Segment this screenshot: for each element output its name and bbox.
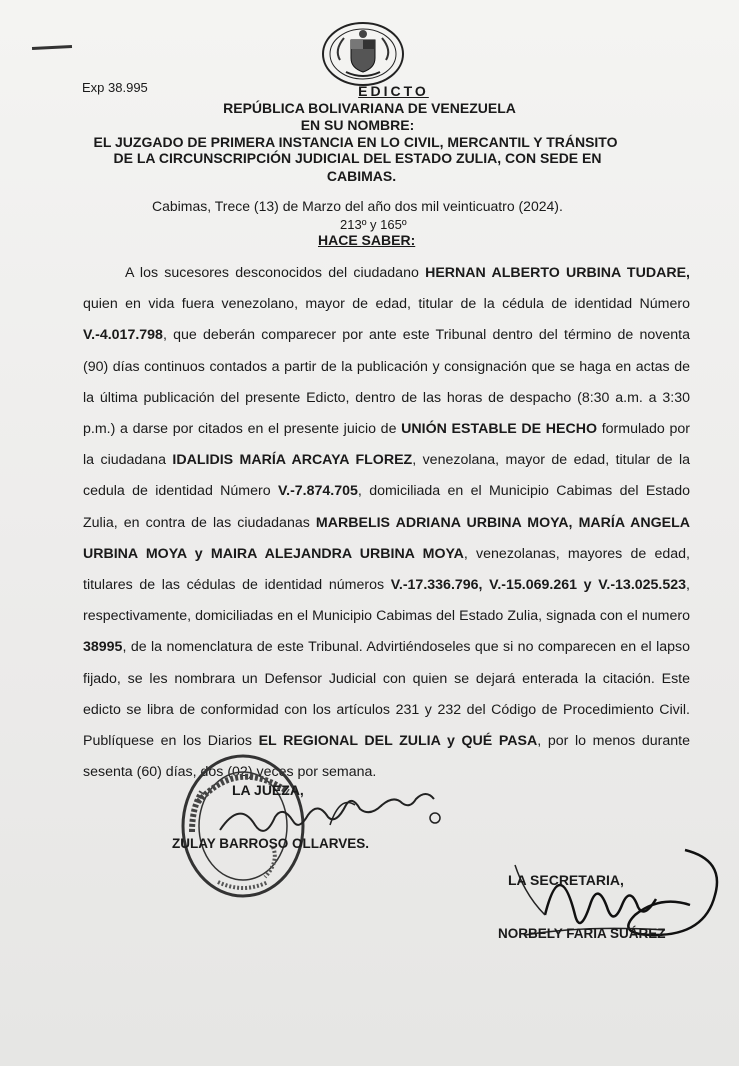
edict-paragraph: A los sucesores desconocidos del ciudadano HERNAN ALBERTO URBINA TUDARE, quien en vida fuera venezolano, mayor de edad, titular de la cédula de identidad Número V.-4.017.798, que deberán comparecer por ante este Tribunal dentro del término de noventa (90) días continuos contados a partir de la publicación y consignación que se haga en actas de la última publicación del presente Edicto, dentro de las horas de despacho (8:30 a.m. a 3:30 p.m.) a darse por citados en el presente juicio de UNIÓN ESTABLE DE HECHO formulado por la ciudadana IDALIDIS MARÍA ARCAYA FLOREZ, venezolana, mayor de edad, titular de la cedula de identidad Número V.-7.874.705, domiciliada en el Municipio Cabimas del Estado Zulia, en contra de las ciudadanas MARBELIS ADRIANA URBINA MOYA, MARÍA ANGELA URBINA MOYA y MAIRA ALEJANDRA URBINA MOYA, venezolanas, mayores de edad, titulares de las cédulas de identidad números V.-17.336.796, V.-15.069.261 y V.-13.025.523, respectivamente, domiciliadas en el Municipio Cabimas del Estado Zulia, signada con el numero 38995, de la nomenclatura de este Tribunal. Advirtiéndoseles que si no comparecen en el lapso fijado, se les nombrara un Defensor Judicial con quien se dejará enterada la citación. Este edicto se libra de conformidad con los artículos 231 y 232 del Código de Procedimiento Civil. Publíquese en los Diarios EL REGIONAL DEL ZULIA y QUÉ PASA, por lo menos durante sesenta (60) días, dos (02) veces por semana. (83, 265, 690, 781)
secretaria-label: LA SECRETARIA, (508, 872, 624, 888)
edicto-title: EDICTO (358, 83, 429, 99)
hace-saber-heading: HACE SABER: (318, 232, 416, 248)
court-heading-line-3: CABIMAS. (326, 168, 397, 184)
jueza-label: LA JUEZA, (232, 782, 304, 798)
years-line: 213º y 165º (340, 217, 407, 232)
date-line: Cabimas, Trece (13) de Marzo del año dos mil veinticuatro (2024). (152, 198, 563, 214)
edict-body (83, 258, 690, 788)
secretaria-name: NORBELY FARIA SUÁREZ (498, 926, 666, 941)
en-su-nombre-heading: EN SU NOMBRE: (300, 117, 415, 133)
pen-mark (32, 45, 72, 50)
coat-of-arms-seal-icon (320, 20, 406, 88)
republic-heading: REPÚBLICA BOLIVARIANA DE VENEZUELA (223, 100, 516, 116)
jueza-name: ZULAY BARROSO OLLARVES. (172, 836, 370, 851)
court-heading-line-2: DE LA CIRCUNSCRIPCIÓN JUDICIAL DEL ESTADO ZULIA, CON SEDE EN (113, 150, 602, 166)
court-heading-line-1: EL JUZGADO DE PRIMERA INSTANCIA EN LO CIVIL, MERCANTIL Y TRÁNSITO (93, 134, 618, 150)
expediente-number: Exp 38.995 (82, 80, 148, 95)
